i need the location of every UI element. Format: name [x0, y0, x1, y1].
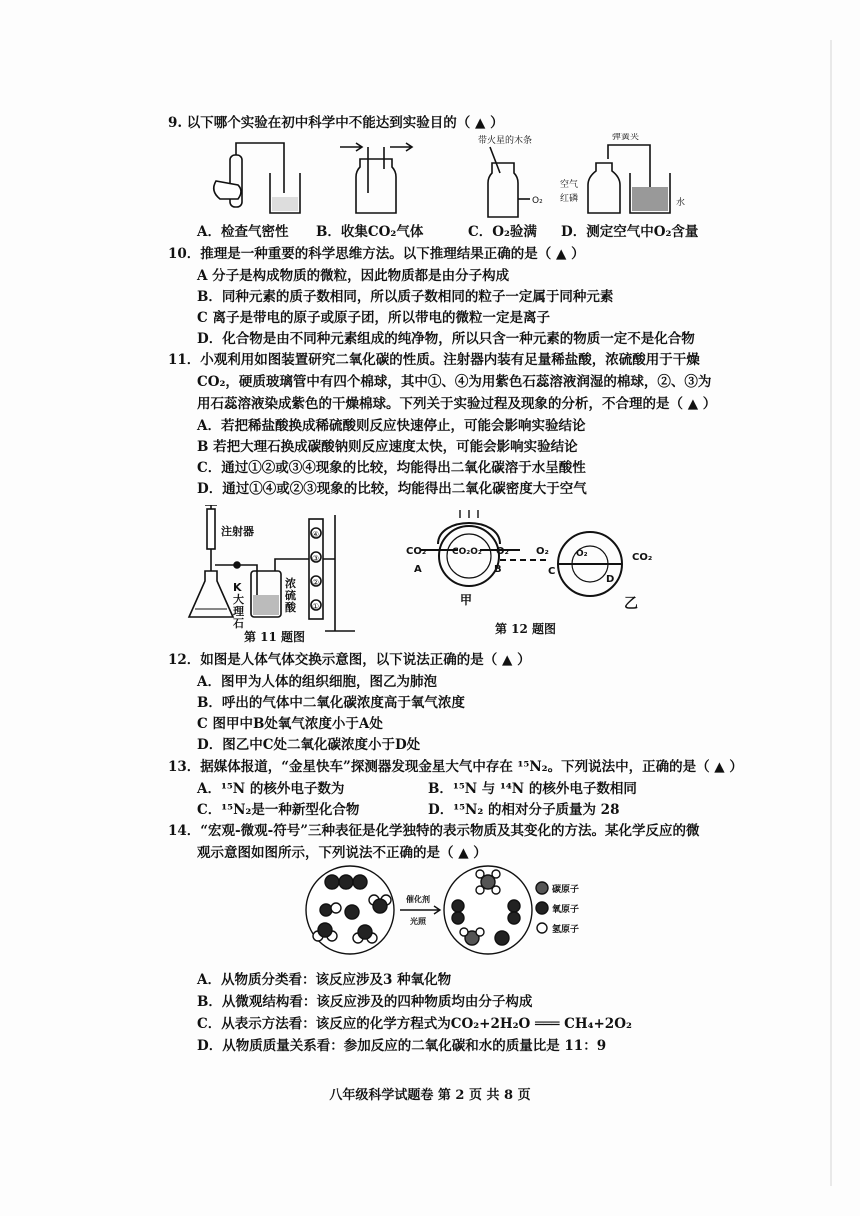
q12-stem: 12．如图是人体气体交换示意图，以下说法正确的是（ ▲ ）: [168, 652, 531, 668]
q9-stem: 9. 以下哪个实验在初中科学中不能达到实验目的（ ▲ ）: [168, 115, 504, 131]
svg-text:②: ②: [312, 578, 320, 587]
q14-option-c[interactable]: C．从表示方法看：该反应的化学方程式为CO₂+2H₂O ═══ CH₄+2O₂: [197, 1016, 632, 1032]
svg-text:①: ①: [312, 602, 320, 611]
svg-text:空气: 空气: [560, 180, 579, 190]
wooden-stick-label: 带火星的木条: [478, 136, 533, 146]
svg-text:K: K: [233, 581, 242, 594]
q13-stem: 13．据媒体报道，“金星快车”探测器发现金星大气中存在 ¹⁵N₂。下列说法中，正确的是（ ▲ ）: [168, 759, 743, 775]
q13-option-d[interactable]: D．¹⁵N₂ 的相对分子质量为 28: [428, 802, 620, 818]
svg-text:氧原子: 氧原子: [552, 905, 580, 915]
svg-text:酸: 酸: [285, 601, 296, 614]
q14-stem-line-2: 观示意图如图所示，下列说法不正确的是（ ▲ ）: [197, 845, 487, 861]
svg-text:碳原子: 碳原子: [552, 885, 580, 895]
q10-stem: 10．推理是一种重要的科学思维方法。以下推理结果正确的是（ ▲ ）: [168, 246, 585, 262]
q9-option-c[interactable]: C．O₂验满: [468, 224, 537, 240]
q9-option-a[interactable]: A．检查气密性: [197, 224, 289, 240]
svg-text:③: ③: [312, 554, 320, 563]
svg-text:O₂: O₂: [532, 196, 543, 206]
svg-text:④: ④: [312, 530, 320, 539]
q14-figure: [300, 860, 620, 960]
q9-option-d[interactable]: D．测定空气中O₂含量: [561, 224, 699, 240]
q9-option-b[interactable]: B．收集CO₂气体: [316, 224, 424, 240]
q14-stem-line-1: 14．“宏观-微观-符号”三种表征是化学独特的表示物质及其变化的方法。某化学反应的微: [168, 823, 700, 839]
svg-text:CO₂O₂: CO₂O₂: [452, 547, 482, 557]
svg-text:O₂: O₂: [536, 546, 549, 557]
svg-text:甲: 甲: [460, 593, 473, 607]
q12-figure: [400, 510, 670, 620]
q10-option-b[interactable]: B．同种元素的质子数相同，所以质子数相同的粒子一定属于同种元素: [197, 289, 614, 305]
svg-text:浓: 浓: [285, 577, 296, 590]
q12-option-b[interactable]: B．呼出的气体中二氧化碳浓度高于氧气浓度: [197, 695, 465, 711]
q11-figure: [185, 505, 385, 645]
q13-option-b[interactable]: B．¹⁵N 与 ¹⁴N 的核外电子数相同: [428, 781, 637, 797]
svg-text:弹簧夹: 弹簧夹: [612, 133, 640, 142]
q13-option-a[interactable]: A．¹⁵N 的核外电子数为: [197, 781, 345, 797]
q11-stem-line-3: 用石蕊溶液染成紫色的干燥棉球。下列关于实验过程及现象的分析，不合理的是（ ▲ ）: [197, 396, 717, 412]
q11-option-d[interactable]: D．通过①④或②③现象的比较，均能得出二氧化碳密度大于空气: [197, 481, 587, 497]
page-footer: 八年级科学试题卷 第 2 页 共 8 页: [329, 1088, 531, 1103]
svg-text:O₂: O₂: [576, 549, 588, 559]
q12-option-a[interactable]: A．图甲为人体的组织细胞，图乙为肺泡: [197, 674, 437, 690]
q11-option-a[interactable]: A．若把稀盐酸换成稀硫酸则反应快速停止，可能会影响实验结论: [197, 418, 586, 434]
q12-figure-caption: 第 12 题图: [495, 622, 557, 636]
svg-text:A: A: [414, 564, 422, 575]
q10-option-d[interactable]: D．化合物是由不同种元素组成的纯净物，所以只含一种元素的物质一定不是化合物: [197, 331, 695, 347]
svg-text:催化剂: 催化剂: [406, 895, 430, 904]
q11-option-c[interactable]: C．通过①②或③④现象的比较，均能得出二氧化碳溶于水呈酸性: [197, 460, 586, 476]
svg-text:D: D: [606, 574, 615, 585]
svg-text:光照: 光照: [410, 917, 426, 926]
q9-apparatus-c: [478, 134, 543, 217]
svg-text:红磷: 红磷: [560, 194, 579, 204]
q13-option-c[interactable]: C．¹⁵N₂是一种新型化合物: [197, 802, 360, 818]
svg-text:水: 水: [676, 198, 686, 208]
svg-text:O₂: O₂: [496, 546, 509, 557]
svg-text:CO₂: CO₂: [406, 546, 427, 557]
syringe-label: 注射器: [221, 525, 254, 538]
q10-option-a[interactable]: A 分子是构成物质的微粒，因此物质都是由分子构成: [197, 268, 510, 284]
q9-figure: [200, 133, 720, 223]
q11-option-b[interactable]: B 若把大理石换成碳酸钠则反应速度太快，可能会影响实验结论: [197, 439, 578, 455]
q12-option-d[interactable]: D．图乙中C处二氧化碳浓度小于D处: [197, 737, 421, 753]
svg-text:C: C: [548, 566, 556, 577]
svg-text:乙: 乙: [624, 596, 638, 612]
q11-stem-line-2: CO₂，硬质玻璃管中有四个棉球，其中①、④为用紫色石蕊溶液润湿的棉球，②、③为: [197, 374, 712, 390]
svg-text:理: 理: [233, 605, 244, 618]
svg-text:硫: 硫: [285, 589, 296, 602]
svg-text:石: 石: [233, 617, 244, 630]
svg-text:B: B: [494, 564, 502, 575]
q9-apparatus-d: [560, 133, 685, 213]
q10-option-c[interactable]: C 离子是带电的原子或原子团，所以带电的微粒一定是离子: [197, 310, 550, 326]
q9-apparatus-b: [340, 143, 412, 213]
q11-figure-caption: 第 11 题图: [244, 630, 306, 644]
svg-text:CO₂: CO₂: [632, 552, 653, 563]
q14-option-a[interactable]: A．从物质分类看：该反应涉及3 种氧化物: [197, 972, 452, 988]
svg-text:大: 大: [233, 593, 244, 606]
svg-text:氢原子: 氢原子: [552, 925, 580, 935]
q11-stem-line-1: 11．小观利用如图装置研究二氧化碳的性质。注射器内装有足量稀盐酸，浓硫酸用于干燥: [168, 352, 700, 368]
q14-option-b[interactable]: B．从微观结构看：该反应涉及的四种物质均由分子构成: [197, 994, 533, 1010]
q9-apparatus-a: [214, 143, 300, 213]
q14-option-d[interactable]: D．从物质质量关系看：参加反应的二氧化碳和水的质量比是 11：9: [197, 1038, 607, 1054]
q12-option-c[interactable]: C 图甲中B处氧气浓度小于A处: [197, 716, 383, 732]
